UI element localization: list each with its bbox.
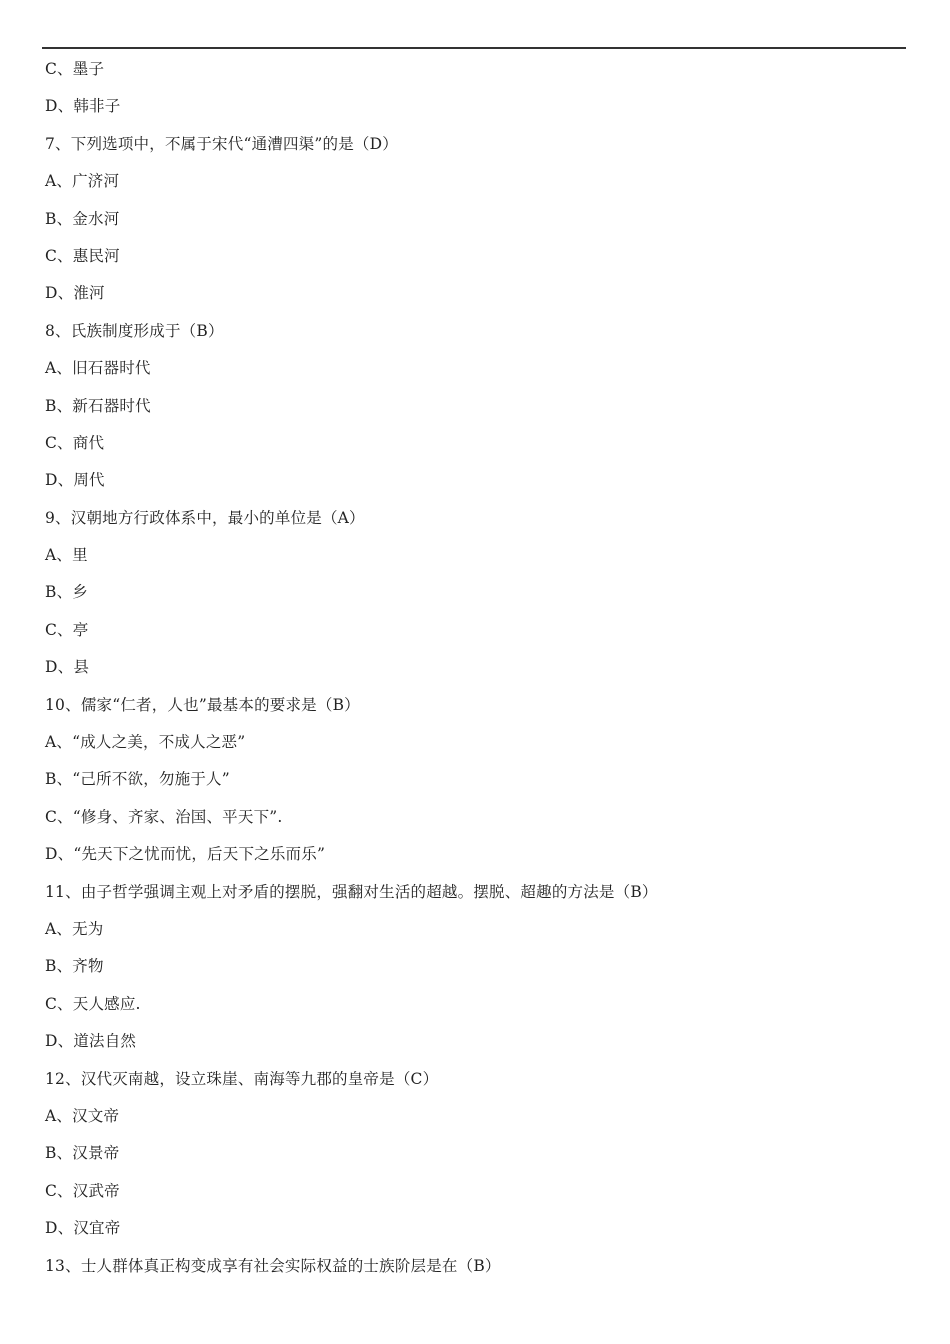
option-line: A、汉文帝 <box>45 1106 120 1125</box>
option-line: A、广济河 <box>45 172 120 191</box>
option-line: B、乡 <box>45 583 88 602</box>
option-line: D、淮河 <box>45 284 105 303</box>
option-line: C、商代 <box>45 433 105 452</box>
option-line: D、道法自然 <box>45 1032 137 1051</box>
option-line: B、汉景帝 <box>45 1144 120 1163</box>
question-line: 11、由子哲学强调主观上对矛盾的摆脱，强翻对生活的超越。摆脱、超趣的方法是（B） <box>45 882 658 901</box>
option-line: B、金水河 <box>45 209 120 228</box>
option-line: C、惠民河 <box>45 246 120 265</box>
option-line: C、墨子 <box>45 60 105 78</box>
question-line: 12、汉代灭南越，设立珠崖、南海等九郡的皇帝是（C） <box>45 1069 439 1088</box>
option-line: D、汉宜帝 <box>45 1219 121 1238</box>
option-line: B、“己所不欲，勿施于人” <box>45 770 230 789</box>
header-rule <box>42 47 906 49</box>
option-line: A、“成人之美，不成人之恶” <box>45 733 246 752</box>
option-line: A、里 <box>45 546 88 565</box>
option-line: B、新石器时代 <box>45 396 151 415</box>
option-line: C、天人感应. <box>45 994 141 1013</box>
option-line: A、无为 <box>45 919 104 938</box>
option-line: C、亭 <box>45 620 89 639</box>
option-line: A、旧石器时代 <box>45 359 151 378</box>
question-line: 7、下列选项中，不属于宋代“通漕四渠”的是（D） <box>45 134 398 153</box>
option-line: D、“先天下之忧而忧，后天下之乐而乐” <box>45 845 326 864</box>
option-line: D、县 <box>45 658 90 677</box>
option-line: C、汉武帝 <box>45 1181 120 1200</box>
question-line: 8、氏族制度形成于（B） <box>45 321 224 340</box>
question-line: 10、儒家“仁者，人也”最基本的要求是（B） <box>45 695 360 714</box>
question-line: 13、士人群体真正构变成享有社会实际权益的士族阶层是在（B） <box>45 1256 501 1275</box>
option-line: D、周代 <box>45 471 105 490</box>
document-body <box>45 57 905 1291</box>
option-line: D、韩非子 <box>45 97 121 116</box>
question-line: 9、汉朝地方行政体系中，最小的单位是（A） <box>45 508 365 527</box>
option-line: B、齐物 <box>45 957 104 976</box>
option-line: C、“修身、齐家、治国、平天下”. <box>45 807 283 826</box>
